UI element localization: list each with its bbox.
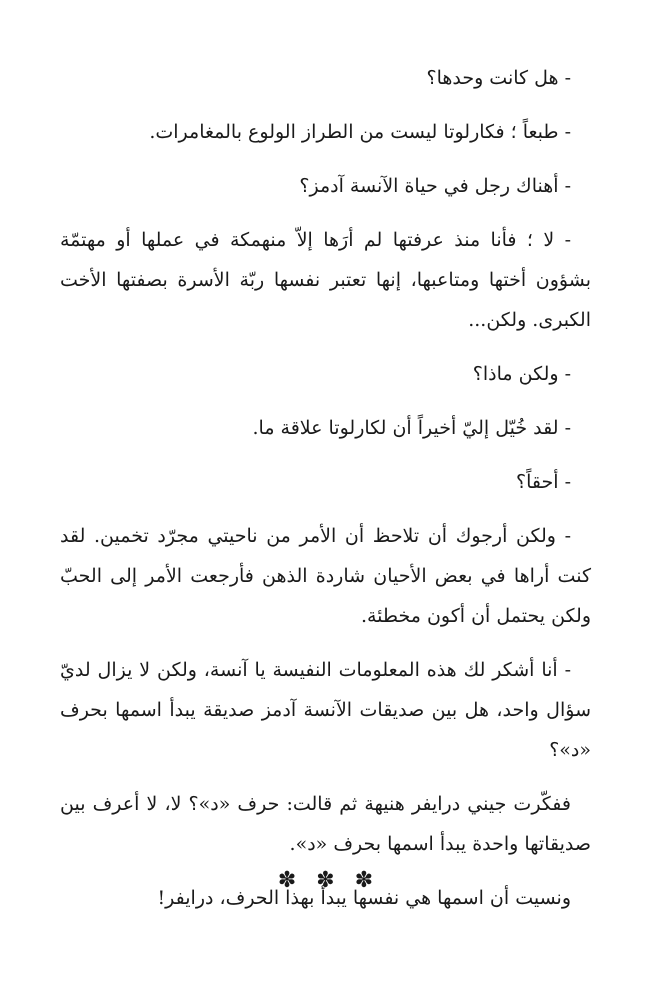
paragraph-11: ونسيت أن اسمها هي نفسها يبدأ بهذا الحرف، درايفر! bbox=[157, 887, 571, 909]
asterisk-ornament-icon: ✽ bbox=[316, 868, 335, 893]
asterisk-ornament-icon: ✽ bbox=[277, 868, 297, 893]
section-break-ornament bbox=[0, 868, 651, 893]
paragraph-8: - ولكن أرجوك أن تلاحظ أن الأمر من ناحيتي مجرّد تخمين. لقد كنت أراها في بعض الأحيان شاردة الذهن فأرجعت الأمر إلى الحبّ ولكن يحتمل أن أكون مخطئة. bbox=[60, 525, 591, 627]
paragraph-10: ففكّرت جيني درايفر هنيهة ثم قالت: حرف «د»؟ لا، لا أعرف بين صديقاتها واحدة يبدأ اسمها بحرف «د». bbox=[60, 793, 591, 855]
paragraph-1: - هل كانت وحدها؟ bbox=[426, 67, 571, 89]
paragraph-4: - لا ؛ فأنا منذ عرفتها لم أرَها إلاّ منهمكة في عملها أو مهتمّة بشؤون أختها ومتاعبها، إنها تعتبر نفسها ربّة الأسرة بصفتها الأخت الكبرى. ولكن... bbox=[60, 229, 591, 331]
paragraph-2: - طبعاً ؛ فكارلوتا ليست من الطراز الولوع بالمغامرات. bbox=[149, 121, 571, 143]
paragraph-3: - أهناك رجل في حياة الآنسة آدمز؟ bbox=[299, 175, 571, 197]
paragraph-5: - ولكن ماذا؟ bbox=[472, 363, 571, 385]
document-page bbox=[60, 58, 591, 932]
paragraph-7: - أحقاً؟ bbox=[516, 471, 571, 493]
paragraph-9: - أنا أشكر لك هذه المعلومات النفيسة يا آنسة، ولكن لا يزال لديّ سؤال واحد، هل بين صديقات الآنسة آدمز صديقة يبدأ اسمها بحرف «د»؟ bbox=[60, 659, 591, 761]
asterisk-ornament-icon: ✽ bbox=[354, 868, 374, 893]
paragraph-6: - لقد خُيّل إليّ أخيراً أن لكارلوتا علاقة ما. bbox=[252, 417, 571, 439]
